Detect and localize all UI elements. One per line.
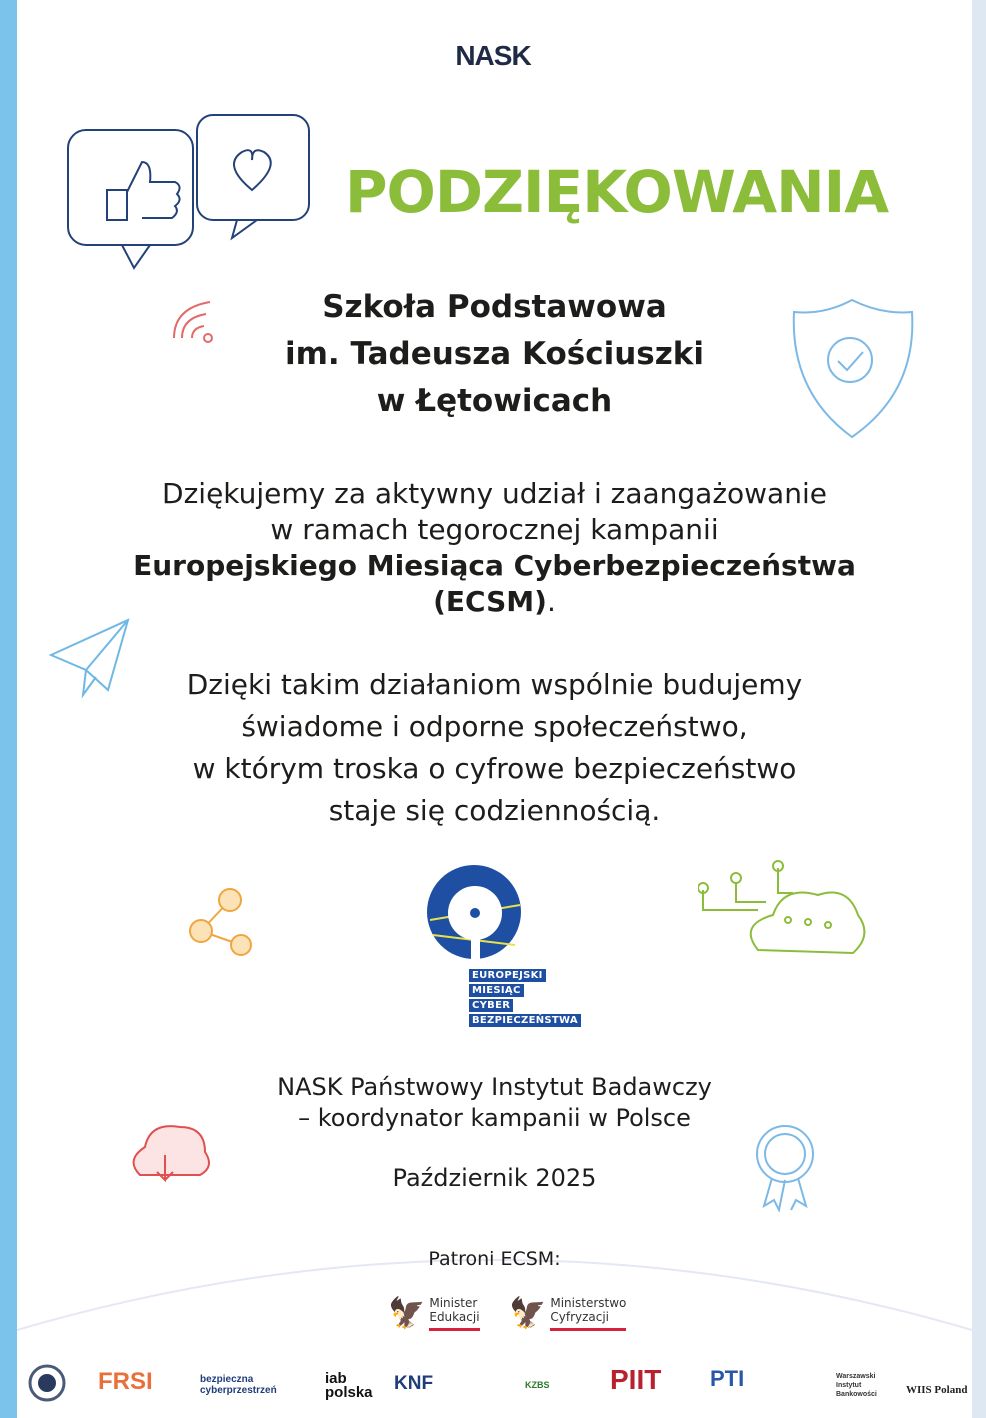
ecsm-label: MIESIĄC (469, 984, 524, 997)
gov-line: Ministerstwo (550, 1296, 627, 1310)
ministerstwo-cyfryzacji-logo (509, 1296, 626, 1331)
ecsm-label: EUROPEJSKI (469, 969, 546, 982)
thanks-line: Dziękujemy za aktywny udział i zaangażowanie (162, 477, 827, 510)
date: Październik 2025 (392, 1164, 597, 1192)
wiis-poland-logo: WIIS Poland (906, 1384, 968, 1396)
period: . (546, 585, 556, 618)
ecsm-label: CYBER (469, 999, 513, 1012)
left-stripe (0, 0, 17, 1418)
thanks-line: w ramach tegorocznej kampanii (270, 513, 719, 546)
school-line: w Łętowicach (376, 383, 613, 419)
school-line: im. Tadeusza Kościuszki (284, 336, 705, 372)
wib-logo: Warszawski Instytut Bankowości (836, 1373, 877, 1398)
police-star-logo-icon (28, 1364, 66, 1402)
gov-line: Minister (429, 1296, 478, 1310)
ecsm-emblem-icon (425, 865, 525, 965)
gov-line: Cyfryzacji (550, 1310, 610, 1324)
bezpieczna-cyberprzestrzen-logo: bezpieczna cyberprzestrzeń (200, 1374, 277, 1396)
thumbs-heart-bubbles-icon (62, 110, 317, 275)
iab-polska-logo: iab polska (325, 1370, 373, 1401)
award-ribbon-icon (750, 1122, 820, 1212)
impact-line: staje się codziennością. (328, 794, 661, 827)
campaign-name: Europejskiego Miesiąca Cyberbezpieczeństwa (133, 549, 856, 582)
page-title: PODZIĘKOWANIA (345, 158, 889, 226)
thanks-text (17, 476, 972, 620)
knf-logo: KNF (394, 1373, 434, 1394)
campaign-acronym: (ECSM) (433, 585, 547, 618)
piit-logo: PIIT (610, 1364, 662, 1395)
organizer-line: – koordynator kampanii w Polsce (298, 1104, 691, 1132)
nask-logo: NASK (455, 40, 531, 71)
impact-text (17, 664, 972, 832)
eagle-emblem-icon: 🦅 (388, 1295, 426, 1331)
organizer-line: NASK Państwowy Instytut Badawczy (277, 1073, 712, 1101)
patrons-heading: Patroni ECSM: (428, 1248, 561, 1270)
frsi-logo: FRSI (98, 1368, 153, 1395)
eagle-emblem-icon: 🦅 (509, 1295, 547, 1331)
school-line: Szkoła Podstawowa (322, 289, 667, 325)
minister-edukacji-logo (388, 1296, 480, 1331)
right-stripe (972, 0, 986, 1418)
impact-line: świadome i odporne społeczeństwo, (241, 710, 748, 743)
cloud-download-icon (125, 1115, 215, 1190)
cloud-circuit-icon (698, 860, 868, 960)
impact-line: w którym troska o cyfrowe bezpieczeństwo (192, 752, 797, 785)
ecsm-label: BEZPIECZEŃSTWA (469, 1014, 581, 1027)
share-nodes-icon (185, 885, 257, 963)
impact-line: Dzięki takim działaniom wspólnie budujemy (186, 668, 803, 701)
gov-line: Edukacji (429, 1310, 480, 1324)
ecsm-logo (425, 865, 581, 1029)
kzbs-logo: KZBS (525, 1380, 550, 1390)
pti-logo: PTI (710, 1366, 745, 1391)
school-name (17, 284, 972, 425)
